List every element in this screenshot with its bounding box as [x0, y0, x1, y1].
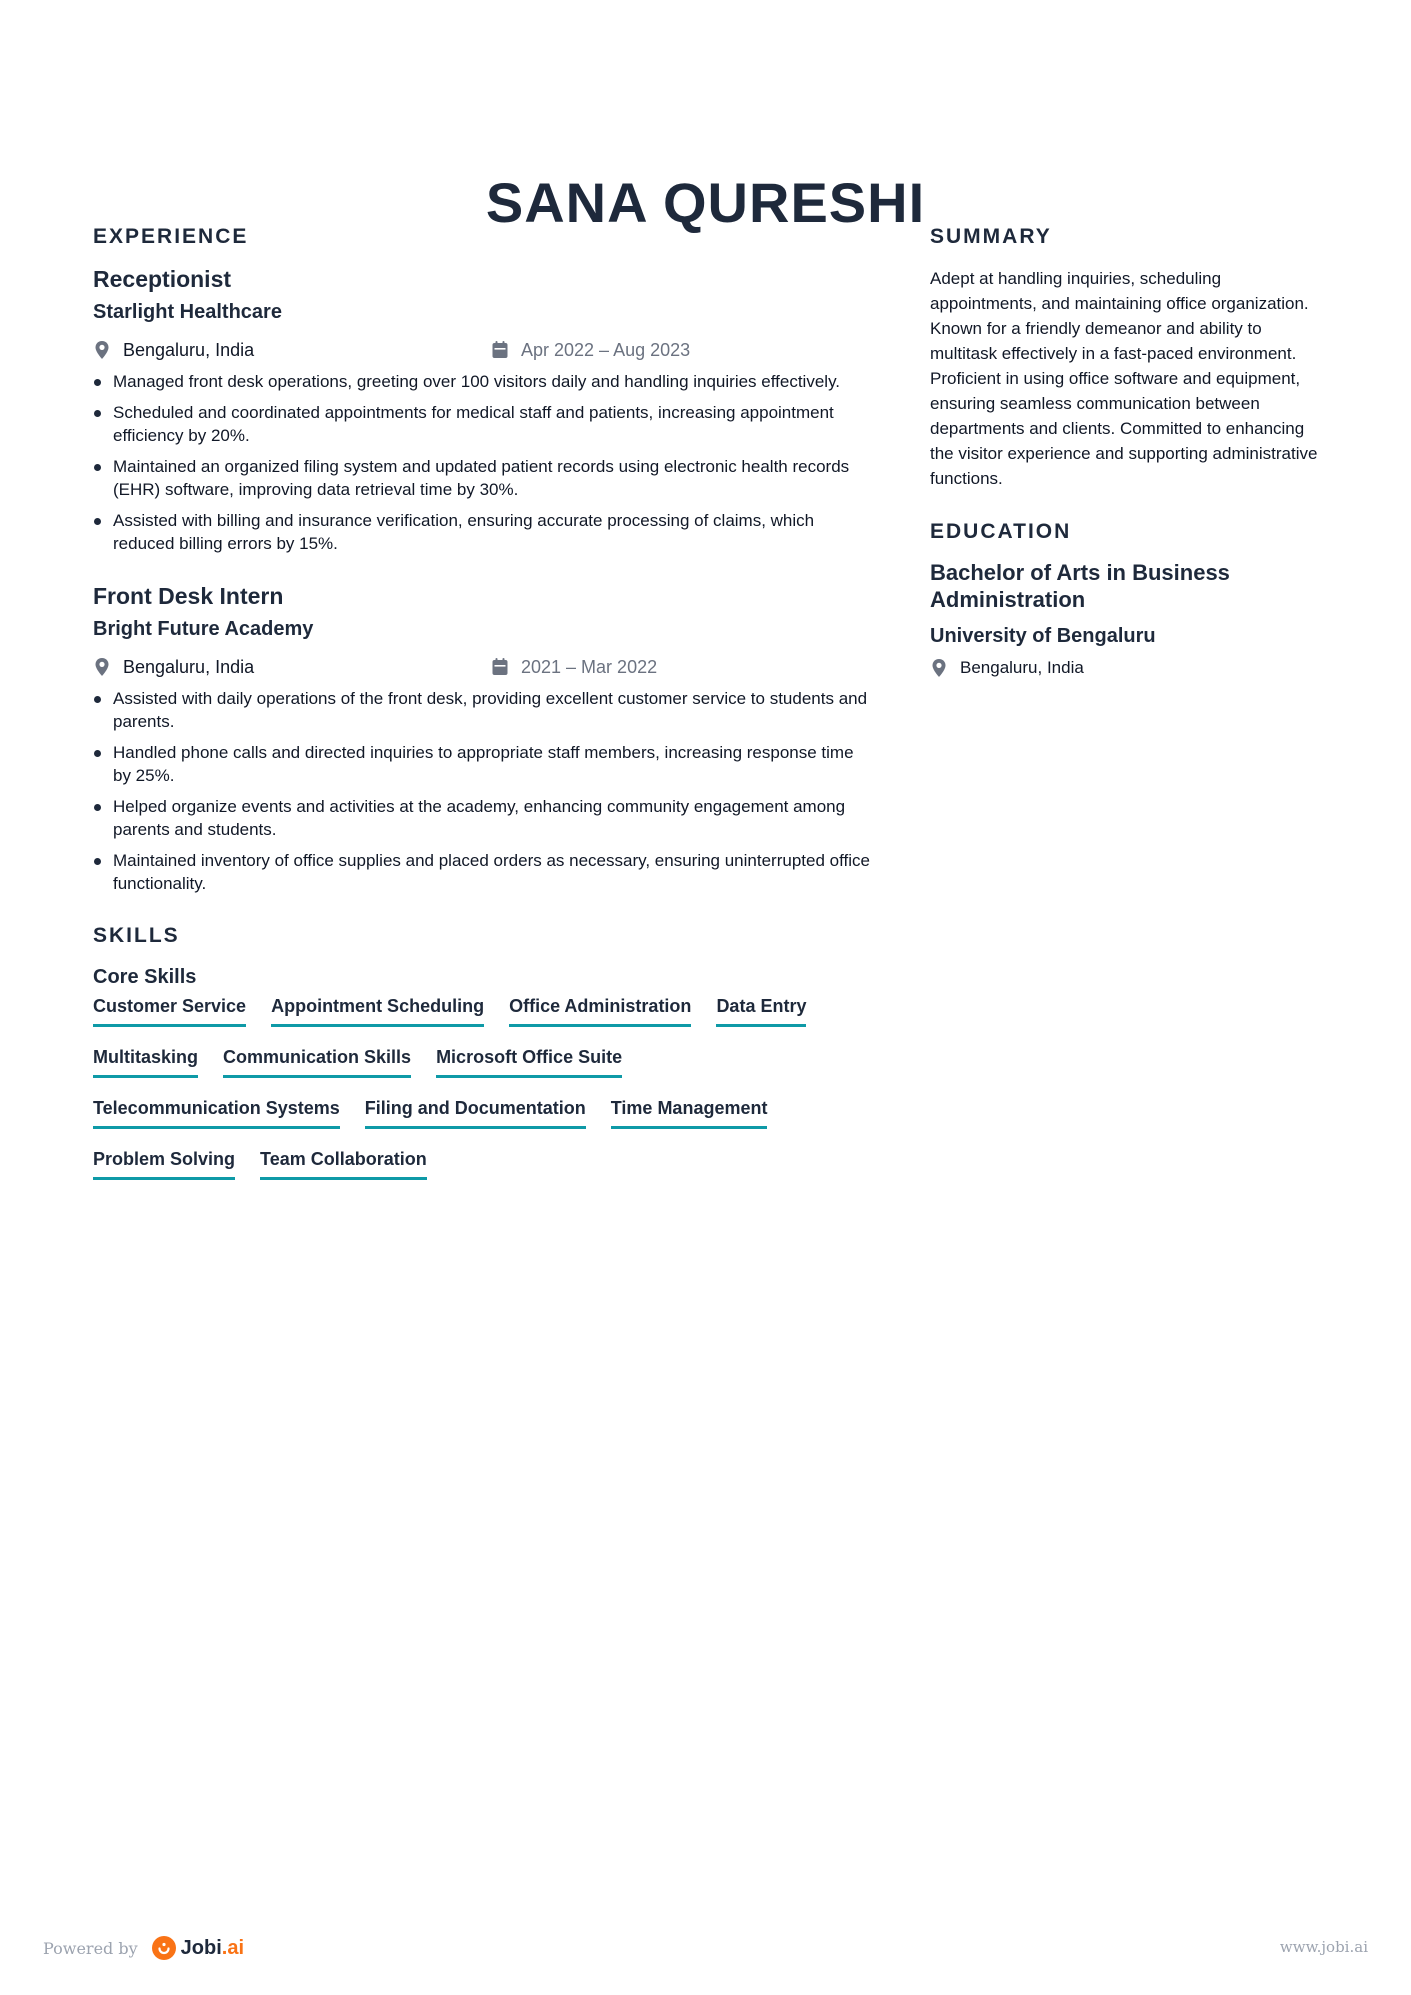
skill-tag: Microsoft Office Suite — [436, 1044, 622, 1078]
job-title: Receptionist — [93, 266, 232, 292]
education-location-text: Bengaluru, India — [960, 658, 1084, 677]
job-entry — [93, 581, 873, 895]
powered-by-text: Powered by — [43, 1938, 138, 1958]
job-bullets — [93, 687, 873, 895]
skill-tag: Office Administration — [509, 993, 691, 1027]
map-pin-icon — [930, 658, 948, 678]
job-bullets — [93, 370, 873, 555]
job-dates-text: 2021 – Mar 2022 — [521, 657, 658, 677]
degree-title: Bachelor of Arts in Business Administration — [930, 560, 1230, 612]
map-pin-icon — [93, 340, 111, 360]
job-meta — [93, 653, 873, 681]
skill-tag: Data Entry — [716, 993, 806, 1027]
job-location — [93, 336, 254, 364]
list-item: Maintained inventory of office supplies and placed orders as necessary, ensuring uninterrupted office functionality. — [93, 849, 873, 895]
job-company: Starlight Healthcare — [93, 301, 282, 323]
calendar-icon — [491, 657, 509, 677]
skills-section — [93, 921, 873, 1197]
calendar-icon — [491, 340, 509, 360]
right-column — [930, 222, 1330, 680]
skill-tag: Customer Service — [93, 993, 246, 1027]
job-location-text: Bengaluru, India — [123, 340, 255, 360]
candidate-name: SANA QURESHI — [485, 170, 926, 234]
skills-subheading: Core Skills — [93, 966, 197, 988]
job-dates — [491, 336, 690, 364]
job-dates-text: Apr 2022 – Aug 2023 — [521, 340, 691, 360]
skill-tag: Time Management — [611, 1095, 768, 1129]
jobi-logo-icon — [152, 1936, 176, 1960]
skill-tags — [93, 993, 873, 1197]
university-name: University of Bengaluru — [930, 625, 1156, 647]
job-meta — [93, 336, 873, 364]
summary-text: Adept at handling inquiries, scheduling appointments, and maintaining office organization. Known for a friendly demeanor and ability to multitask effectively in a fast-paced environment. Proficient in using office software and equipment, ensuring seamless communication between departments and clients. Committed to enhancing the visitor experience and supporting administrative functions. — [930, 269, 1318, 488]
skill-tag: Communication Skills — [223, 1044, 411, 1078]
job-entry — [93, 264, 873, 555]
left-column — [93, 222, 873, 1197]
education-heading: EDUCATION — [930, 520, 1072, 543]
jobi-brand-suffix: .ai — [221, 1936, 245, 1959]
job-location — [93, 653, 254, 681]
footer-url[interactable]: www.jobi.ai — [1279, 1938, 1368, 1956]
list-item: Maintained an organized filing system and updated patient records using electronic health records (EHR) software, improving data retrieval time by 30%. — [93, 455, 873, 501]
list-item: Helped organize events and activities at the academy, enhancing community engagement among parents and students. — [93, 795, 873, 841]
experience-heading: EXPERIENCE — [93, 225, 249, 248]
skill-tag: Team Collaboration — [260, 1146, 427, 1180]
skill-tag: Telecommunication Systems — [93, 1095, 340, 1129]
map-pin-icon — [93, 657, 111, 677]
list-item: Assisted with billing and insurance verification, ensuring accurate processing of claims, which reduced billing errors by 15%. — [93, 509, 873, 555]
powered-by — [43, 1936, 244, 1960]
skill-tag: Multitasking — [93, 1044, 198, 1078]
list-item: Assisted with daily operations of the front desk, providing excellent customer service to students and parents. — [93, 687, 873, 733]
skill-tag: Filing and Documentation — [365, 1095, 586, 1129]
jobi-brand-name: Jobi — [180, 1936, 222, 1959]
list-item: Scheduled and coordinated appointments for medical staff and patients, increasing appointment efficiency by 20%. — [93, 401, 873, 447]
education-location — [930, 656, 1330, 680]
job-title: Front Desk Intern — [93, 583, 284, 609]
list-item: Handled phone calls and directed inquiries to appropriate staff members, increasing response time by 25%. — [93, 741, 873, 787]
skills-heading: SKILLS — [93, 924, 180, 947]
job-company: Bright Future Academy — [93, 618, 314, 640]
skill-tag: Problem Solving — [93, 1146, 235, 1180]
job-dates — [491, 653, 657, 681]
job-location-text: Bengaluru, India — [123, 657, 255, 677]
education-section — [930, 517, 1330, 680]
skill-tag: Appointment Scheduling — [271, 993, 484, 1027]
summary-heading: SUMMARY — [930, 225, 1052, 248]
jobi-logo[interactable] — [152, 1936, 244, 1960]
list-item: Managed front desk operations, greeting over 100 visitors daily and handling inquiries effectively. — [93, 370, 873, 393]
